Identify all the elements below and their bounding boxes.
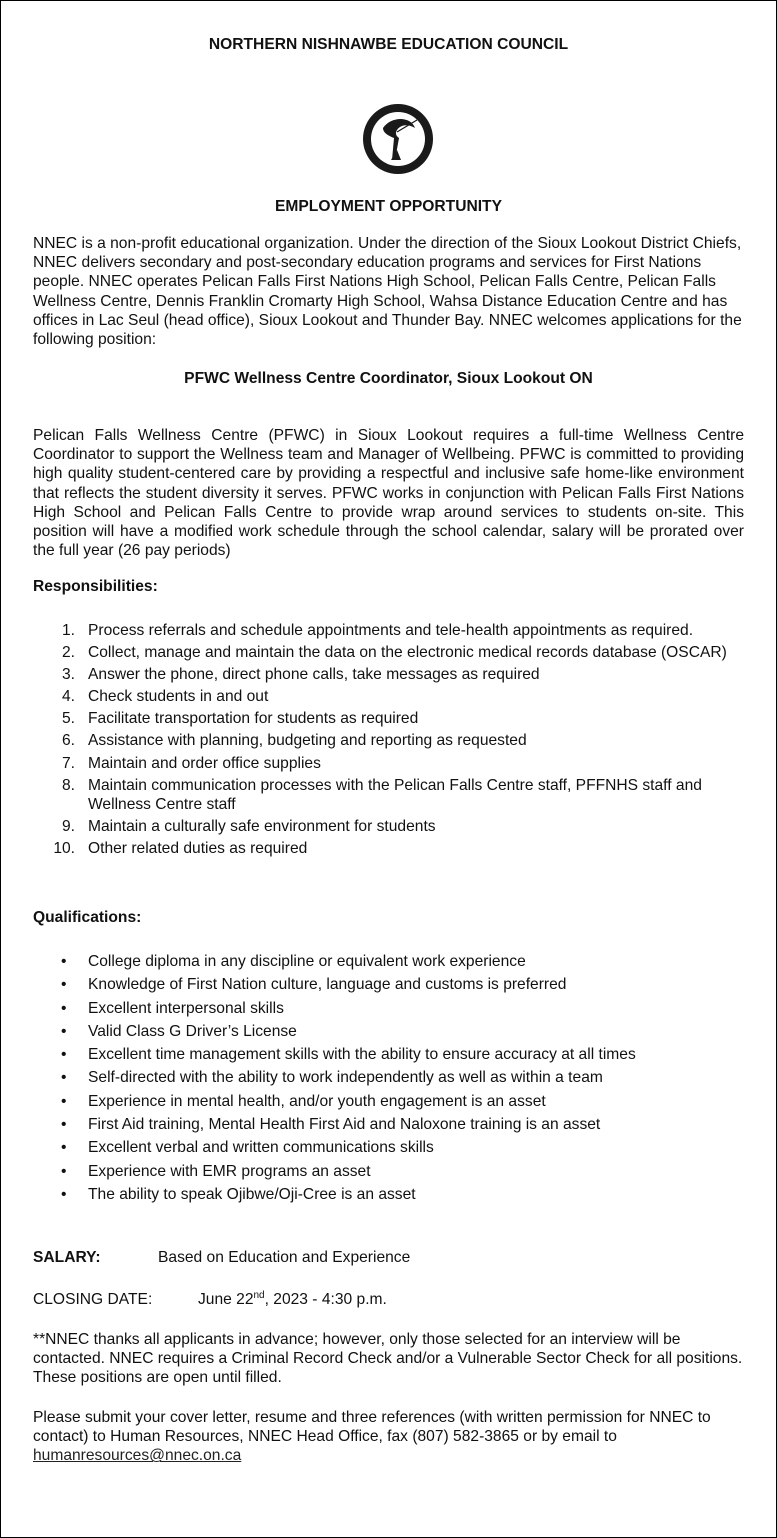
responsibilities-list — [33, 621, 744, 861]
bullet-icon: • — [61, 1092, 67, 1110]
list-item: • First Aid training, Mental Health First Aid and Naloxone training is an asset — [61, 1116, 601, 1134]
list-item: • Experience with EMR programs an asset — [61, 1162, 371, 1180]
submission-instructions: Please submit your cover letter, resume and three references (with written permission for NNEC to contact) to Human Resources, NNEC Head Office, fax (807) 582-3865 or by email to humanresources@nnec.on.ca — [33, 1409, 711, 1465]
bullet-icon: • — [61, 1022, 67, 1040]
organization-name: NORTHERN NISHNAWBE EDUCATION COUNCIL — [208, 36, 569, 53]
list-item: 1. Process referrals and schedule appointments and tele-health appointments as required. — [61, 622, 694, 639]
closing-date-value: June 22nd, 2023 - 4:30 p.m. — [198, 1289, 387, 1308]
responsibilities-heading: Responsibilities: — [33, 578, 158, 595]
bullet-icon: • — [61, 976, 67, 994]
bullet-icon: • — [61, 1185, 67, 1203]
bullet-icon: • — [61, 1069, 67, 1087]
list-item: • Excellent time management skills with the ability to ensure accuracy at all times — [61, 1046, 636, 1064]
list-item: • Self-directed with the ability to work independently as well as within a team — [61, 1069, 603, 1087]
list-item: 9. Maintain a culturally safe environment for students — [61, 817, 436, 835]
bullet-icon: • — [61, 999, 67, 1017]
qualifications-heading: Qualifications: — [33, 909, 142, 926]
bullet-icon: • — [61, 1116, 67, 1134]
email-link[interactable]: humanresources@nnec.on.ca — [33, 1447, 242, 1465]
salary-value: Based on Education and Experience — [158, 1249, 411, 1266]
bullet-icon: • — [61, 1046, 67, 1064]
list-item: • Knowledge of First Nation culture, language and customs is preferred — [61, 976, 567, 994]
page-title: EMPLOYMENT OPPORTUNITY — [275, 198, 502, 215]
applicant-note: **NNEC thanks all applicants in advance; however, only those selected for an interview will be contacted. NNEC requires a Criminal Record Check and/or a Vulnerable Sector Check for all positions. These positions are open until filled. — [33, 1331, 743, 1387]
intro-paragraph: NNEC is a non-profit educational organization. Under the direction of the Sioux Lookout District Chiefs, NNEC delivers secondary and post-secondary education programs and services for First Nations people. NNEC operates Pelican Falls First Nations High School, Pelican Falls Centre, Pelican Falls Wellness Centre, Dennis Franklin Cromarty High School, Wahsa Distance Education Centre and has offices in Lac Seul (head office), Sioux Lookout and Thunder Bay. NNEC welcomes applications for the following position: — [33, 235, 742, 349]
list-item: • Experience in mental health, and/or youth engagement is an asset — [61, 1092, 546, 1110]
position-title: PFWC Wellness Centre Coordinator, Sioux Lookout ON — [184, 370, 593, 387]
list-item: • College diploma in any discipline or equivalent work experience — [61, 953, 526, 970]
list-item: 7. Maintain and order office supplies — [61, 754, 321, 772]
bullet-icon: • — [61, 1162, 67, 1180]
position-description: Pelican Falls Wellness Centre (PFWC) in Sioux Lookout requires a full-time Wellness Centre Coordinator to support the Wellness team and Manager of Wellbeing. PFWC is committed to providing high quality student-centered care by providing a respectful and inclusive safe home-like environment that reflects the student diversity it serves. PFWC works in conjunction with Pelican Falls First Nations High School and Pelican Falls Centre to provide wrap around services to students on-site. This position will have a modified work schedule through the school calendar, salary will be prorated over the full year (26 pay periods) — [33, 427, 744, 560]
list-item: 5. Facilitate transportation for students as required — [61, 710, 419, 728]
list-item: 10. Other related duties as required — [53, 840, 308, 858]
bullet-icon: • — [61, 1139, 67, 1157]
salary-label: SALARY: — [33, 1249, 101, 1266]
list-item: • Excellent verbal and written communications skills — [61, 1139, 434, 1157]
list-item: 8. Maintain communication processes with the Pelican Falls Centre staff, PFFNHS staff and Wellness Centre staff — [61, 776, 702, 813]
list-item: • Valid Class G Driver’s License — [61, 1022, 297, 1040]
list-item: 4. Check students in and out — [61, 688, 269, 706]
list-item: • Excellent interpersonal skills — [61, 999, 284, 1017]
list-item: 6. Assistance with planning, budgeting and reporting as requested — [61, 732, 527, 750]
salary-row — [33, 1248, 410, 1267]
qualifications-list — [33, 952, 744, 1208]
list-item: 2. Collect, manage and maintain the data on the electronic medical records database (OSCAR) — [61, 644, 727, 662]
closing-date-label: CLOSING DATE: — [33, 1291, 153, 1308]
list-item: 3. Answer the phone, direct phone calls, take messages as required — [61, 666, 540, 684]
bullet-icon: • — [61, 953, 67, 970]
nnec-logo-icon — [361, 102, 435, 176]
closing-date-row — [33, 1290, 387, 1309]
list-item: • The ability to speak Ojibwe/Oji-Cree is an asset — [61, 1185, 416, 1203]
